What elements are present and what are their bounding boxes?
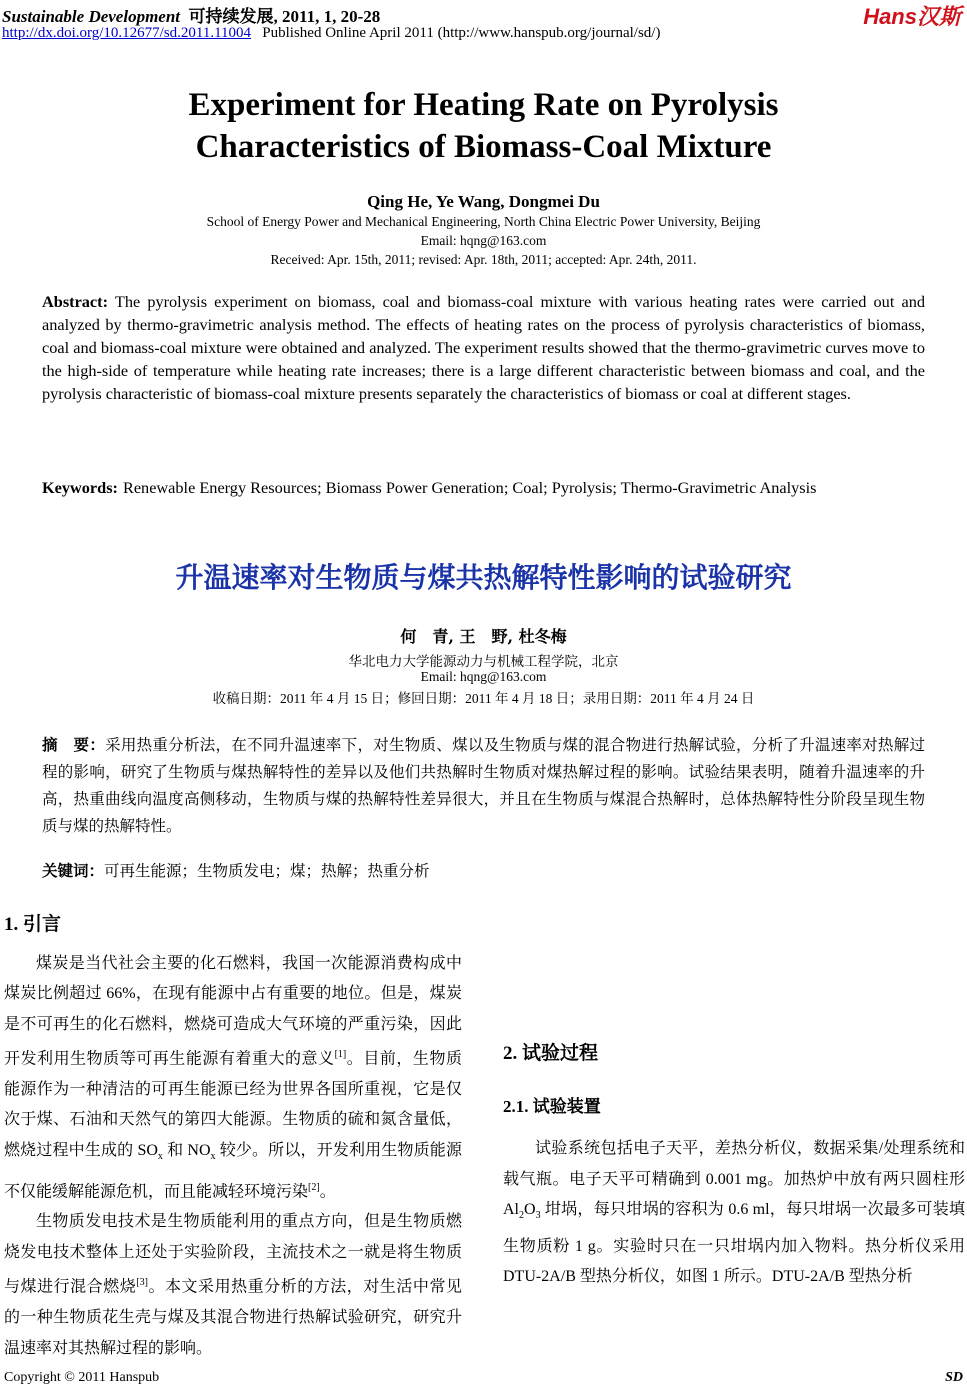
cn-keywords-text: 可再生能源；生物质发电；煤；热解；热重分析 — [104, 863, 430, 880]
doi-link[interactable]: http://dx.doi.org/10.12677/sd.2011.11004 — [2, 25, 252, 41]
subscript: 2 — [519, 1210, 524, 1222]
hans-logo: Hans汉斯 — [863, 4, 961, 29]
text: 。目前，生物质能源作为一种清洁的可再生能源已经为世界各国所重视，它是仅次于煤、石油和天然气的第四大能源。生物质的硫和氮含量低，燃烧过程中生成的 SO — [4, 1050, 462, 1159]
subscript: 3 — [535, 1210, 541, 1222]
cn-keywords-label: 关键词： — [42, 862, 105, 880]
cn-abstract-text: 采用热重分析法，在不同升温速率下，对生物质、煤以及生物质与煤的混合物进行热解试验，分析了升温速率对热解过程的影响，研究了生物质与煤热解特性的差异以及他们共热解时生物质对煤热解过程的影响。试验结果表明，随着升温速率的升高，热重曲线向温度高侧移动，生物质与煤的热解特性差异很大，并且在生物质与煤混合热解时，总体热解特性分阶段呈现生物质与煤的热解特性。 — [42, 737, 925, 835]
keywords-text: Renewable Energy Resources; Biomass Power Generation; Coal; Pyrolysis; Thermo-Gravimetric Analysis — [122, 478, 817, 497]
section-heading: 1. 引言 — [4, 914, 62, 935]
text: O — [524, 1201, 536, 1218]
doi-line — [2, 25, 660, 42]
authors: Qing He, Ye Wang, Dongmei Du — [367, 192, 600, 211]
email: Email: hqng@163.com — [420, 233, 547, 248]
journal-header — [2, 2, 380, 27]
text: 坩埚，每只坩埚的容积为 0.6 ml，每只坩埚一次最多可装填生物质粉 1 g。实验时只在一只坩埚内加入物料。热分析仪采用 DTU-2A/B 型热分析仪，如图 1 所示。DTU-2A/B 型热分析 — [503, 1201, 965, 1286]
abstract — [42, 290, 925, 405]
abstract-label: Abstract: — [42, 292, 109, 311]
keywords — [42, 476, 925, 499]
paper-title — [0, 84, 967, 168]
cn-abstract-label: 摘 要： — [42, 736, 106, 754]
citation[interactable]: [1] — [334, 1049, 347, 1060]
subscript: x — [210, 1151, 216, 1163]
citation[interactable]: [2] — [308, 1181, 320, 1193]
keywords-label: Keywords: — [42, 478, 118, 497]
cn-received: 收稿日期：2011 年 4 月 15 日；修回日期：2011 年 4 月 18 日；录用日期：2011 年 4 月 24 日 — [212, 691, 755, 706]
abstract-text: The pyrolysis experiment on biomass, coal and biomass-coal mixture with various heating rates were carried out and analyzed by thermo-gravimetric analysis method. The effects of heating rates on the process of pyrolysis characteristics of biomass, coal and biomass-coal mixture were obtained and analyzed. The experiment results showed that the thermo-gravimetric curves move to the high-side of temperature while heating rate increases; there is a large different characteristic between biomass and coal, and the pyrolysis characteristic of biomass-coal mixture presents separately the characteristics of biomass or coal at different stages. — [42, 292, 925, 403]
text: 较少。所以，开发利用生物质能源不仅能缓解能源危机，而且能减轻环境污染 — [4, 1141, 462, 1200]
left-column — [4, 910, 462, 1364]
subscript: x — [157, 1151, 163, 1163]
citation[interactable]: [3] — [136, 1277, 148, 1289]
cn-email: Email: hqng@163.com — [420, 669, 547, 684]
text: 生物质发电技术是生物质能利用的重点方向，但是生物质燃烧发电技术整体上还处于实验阶段，主流技术之一就是将生物质与煤进行混合燃烧 — [4, 1213, 462, 1296]
cn-abstract — [42, 732, 925, 840]
text: 。 — [319, 1182, 336, 1200]
journal-abbr: SD — [945, 1370, 963, 1385]
paragraph — [503, 1134, 965, 1293]
paragraph — [4, 949, 462, 1208]
affiliation: School of Energy Power and Mechanical Engineering, North China Electric Power University, Beijing — [206, 214, 761, 229]
copyright: Copyright © 2011 Hanspub — [4, 1370, 160, 1385]
text: 。本文采用热重分析的方法，对生活中常见的一种生物质花生壳与煤及其混合物进行热解试验研究，研究升温速率对其热解过程的影响。 — [4, 1278, 462, 1357]
paragraph — [4, 1207, 462, 1364]
continued-text — [503, 906, 965, 1029]
right-column — [503, 910, 965, 1293]
published-info: Published Online April 2011 (http://www.hanspub.org/journal/sd/) — [262, 25, 661, 41]
cn-keywords — [42, 858, 925, 885]
title-line: Characteristics of Biomass-Coal Mixture — [195, 129, 772, 165]
cn-title: 升温速率对生物质与煤共热解特性影响的试验研究 — [175, 561, 792, 594]
journal-name: Sustainable Development — [2, 7, 181, 26]
section-heading: 2. 试验过程 — [503, 1043, 599, 1064]
subsection-heading: 2.1. 试验装置 — [503, 1096, 601, 1116]
text: 煤炭是当代社会主要的化石燃料，我国一次能源消费构成中煤炭比例超过 66%，在现有能源中占有重要的地位。但是，煤炭是不可再生的化石燃料，燃烧可造成大气环境的严重污染，因此开发利用生物质等可再生能源有着重大的意义 — [4, 954, 462, 1068]
cn-affiliation: 华北电力大学能源动力与机械工程学院，北京 — [348, 654, 619, 669]
cn-authors: 何 青, 王 野, 杜冬梅 — [400, 627, 567, 646]
journal-cn: 可持续发展, 2011, 1, 20-28 — [188, 7, 381, 26]
title-line: Experiment for Heating Rate on Pyrolysis — [188, 87, 779, 123]
received-dates: Received: Apr. 15th, 2011; revised: Apr. 18th, 2011; accepted: Apr. 24th, 2011. — [270, 252, 697, 267]
text: 和 NO — [162, 1141, 211, 1159]
text: 试验系统包括电子天平，差热分析仪，数据采集/处理系统和载气瓶。电子天平可精确到 0.001 mg。加热炉中放有两只圆柱形 Al — [503, 1140, 965, 1218]
